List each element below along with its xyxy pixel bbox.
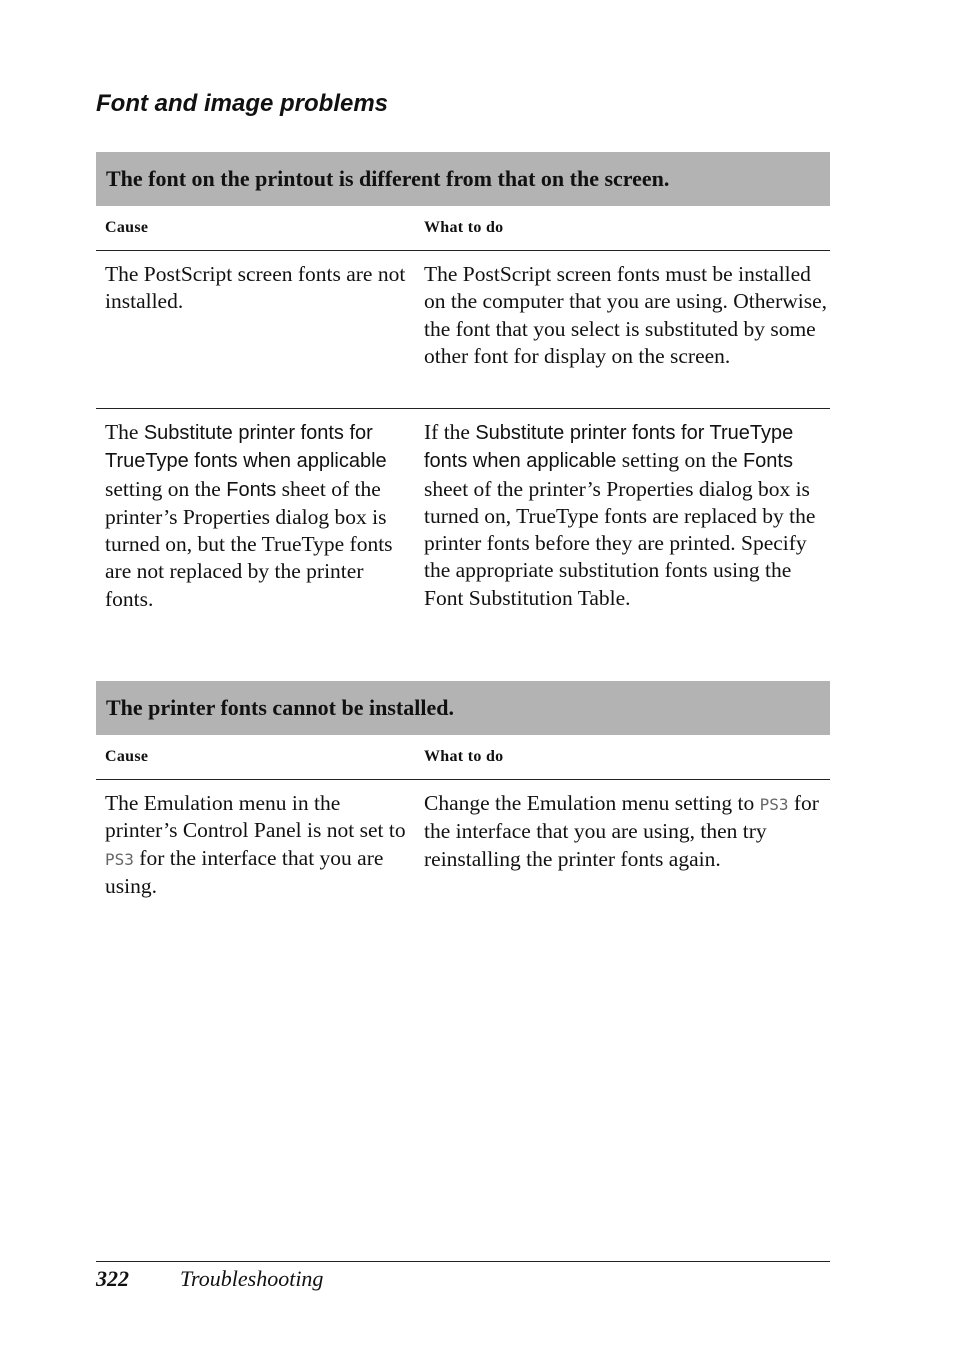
footer-rule <box>96 1261 830 1262</box>
solution-text: for the interface that you are using, then try reinstalling the printer fonts again. <box>424 791 819 871</box>
cause-text: for the interface that you are using. <box>105 845 384 898</box>
cause-cell: The PostScript screen fonts are not installed. <box>105 262 406 314</box>
cause-text: The <box>105 420 144 444</box>
solution-text: sheet of the printer’s Properties dialog box is turned on, TrueType fonts are replaced by the printer fonts before they are printed. Specify the appropriate substitution fonts using the Font Substitution Table. <box>424 476 816 610</box>
sheet-name: Fonts <box>742 450 793 473</box>
cause-text: sheet of the printer’s Properties dialog box is turned on, but the TrueType fonts are not replaced by the printer fonts. <box>105 476 393 611</box>
setting-name: Substitute printer fonts for TrueType fonts when applicable <box>105 422 387 473</box>
table-header <box>96 735 830 780</box>
column-header-cause: Cause <box>105 748 149 765</box>
solution-cell <box>416 419 830 649</box>
cause-text: The Emulation menu in the printer’s Control Panel is not set to <box>105 791 406 843</box>
section-title: Font and image problems <box>96 90 389 117</box>
column-header-what-to-do: What to do <box>424 748 504 765</box>
page-number: 322 <box>96 1266 129 1291</box>
chapter-title: Troubleshooting <box>180 1266 324 1291</box>
problem-banner: The printer fonts cannot be installed. <box>96 681 830 735</box>
solution-text: If the <box>424 420 476 444</box>
column-header-cause: Cause <box>105 219 149 236</box>
troubleshoot-table-font-mismatch <box>96 152 830 649</box>
page-footer <box>96 1266 323 1292</box>
table-row <box>96 251 830 409</box>
cause-text: setting on the <box>105 476 227 501</box>
lcd-setting-value: PS3 <box>105 849 134 869</box>
cause-cell <box>96 790 416 910</box>
problem-banner: The font on the printout is different from that on the screen. <box>96 152 830 206</box>
lcd-setting-value: PS3 <box>759 795 789 814</box>
solution-text: setting on the <box>616 448 743 473</box>
column-header-what-to-do: What to do <box>424 219 504 236</box>
sheet-name: Fonts <box>226 478 277 501</box>
solution-cell <box>416 790 830 910</box>
solution-text: Change the Emulation menu setting to <box>424 791 760 815</box>
solution-cell: The PostScript screen fonts must be installed on the computer that you are using. Otherwise, the font that you select is substituted by some other font for display on the screen. <box>424 262 828 368</box>
table-row <box>96 780 830 910</box>
table-row <box>96 409 830 649</box>
troubleshoot-table-fonts-not-installed <box>96 681 830 910</box>
setting-name: Substitute printer fonts for TrueType fonts when applicable <box>424 422 794 473</box>
cause-cell <box>96 419 416 649</box>
table-header <box>96 206 830 251</box>
